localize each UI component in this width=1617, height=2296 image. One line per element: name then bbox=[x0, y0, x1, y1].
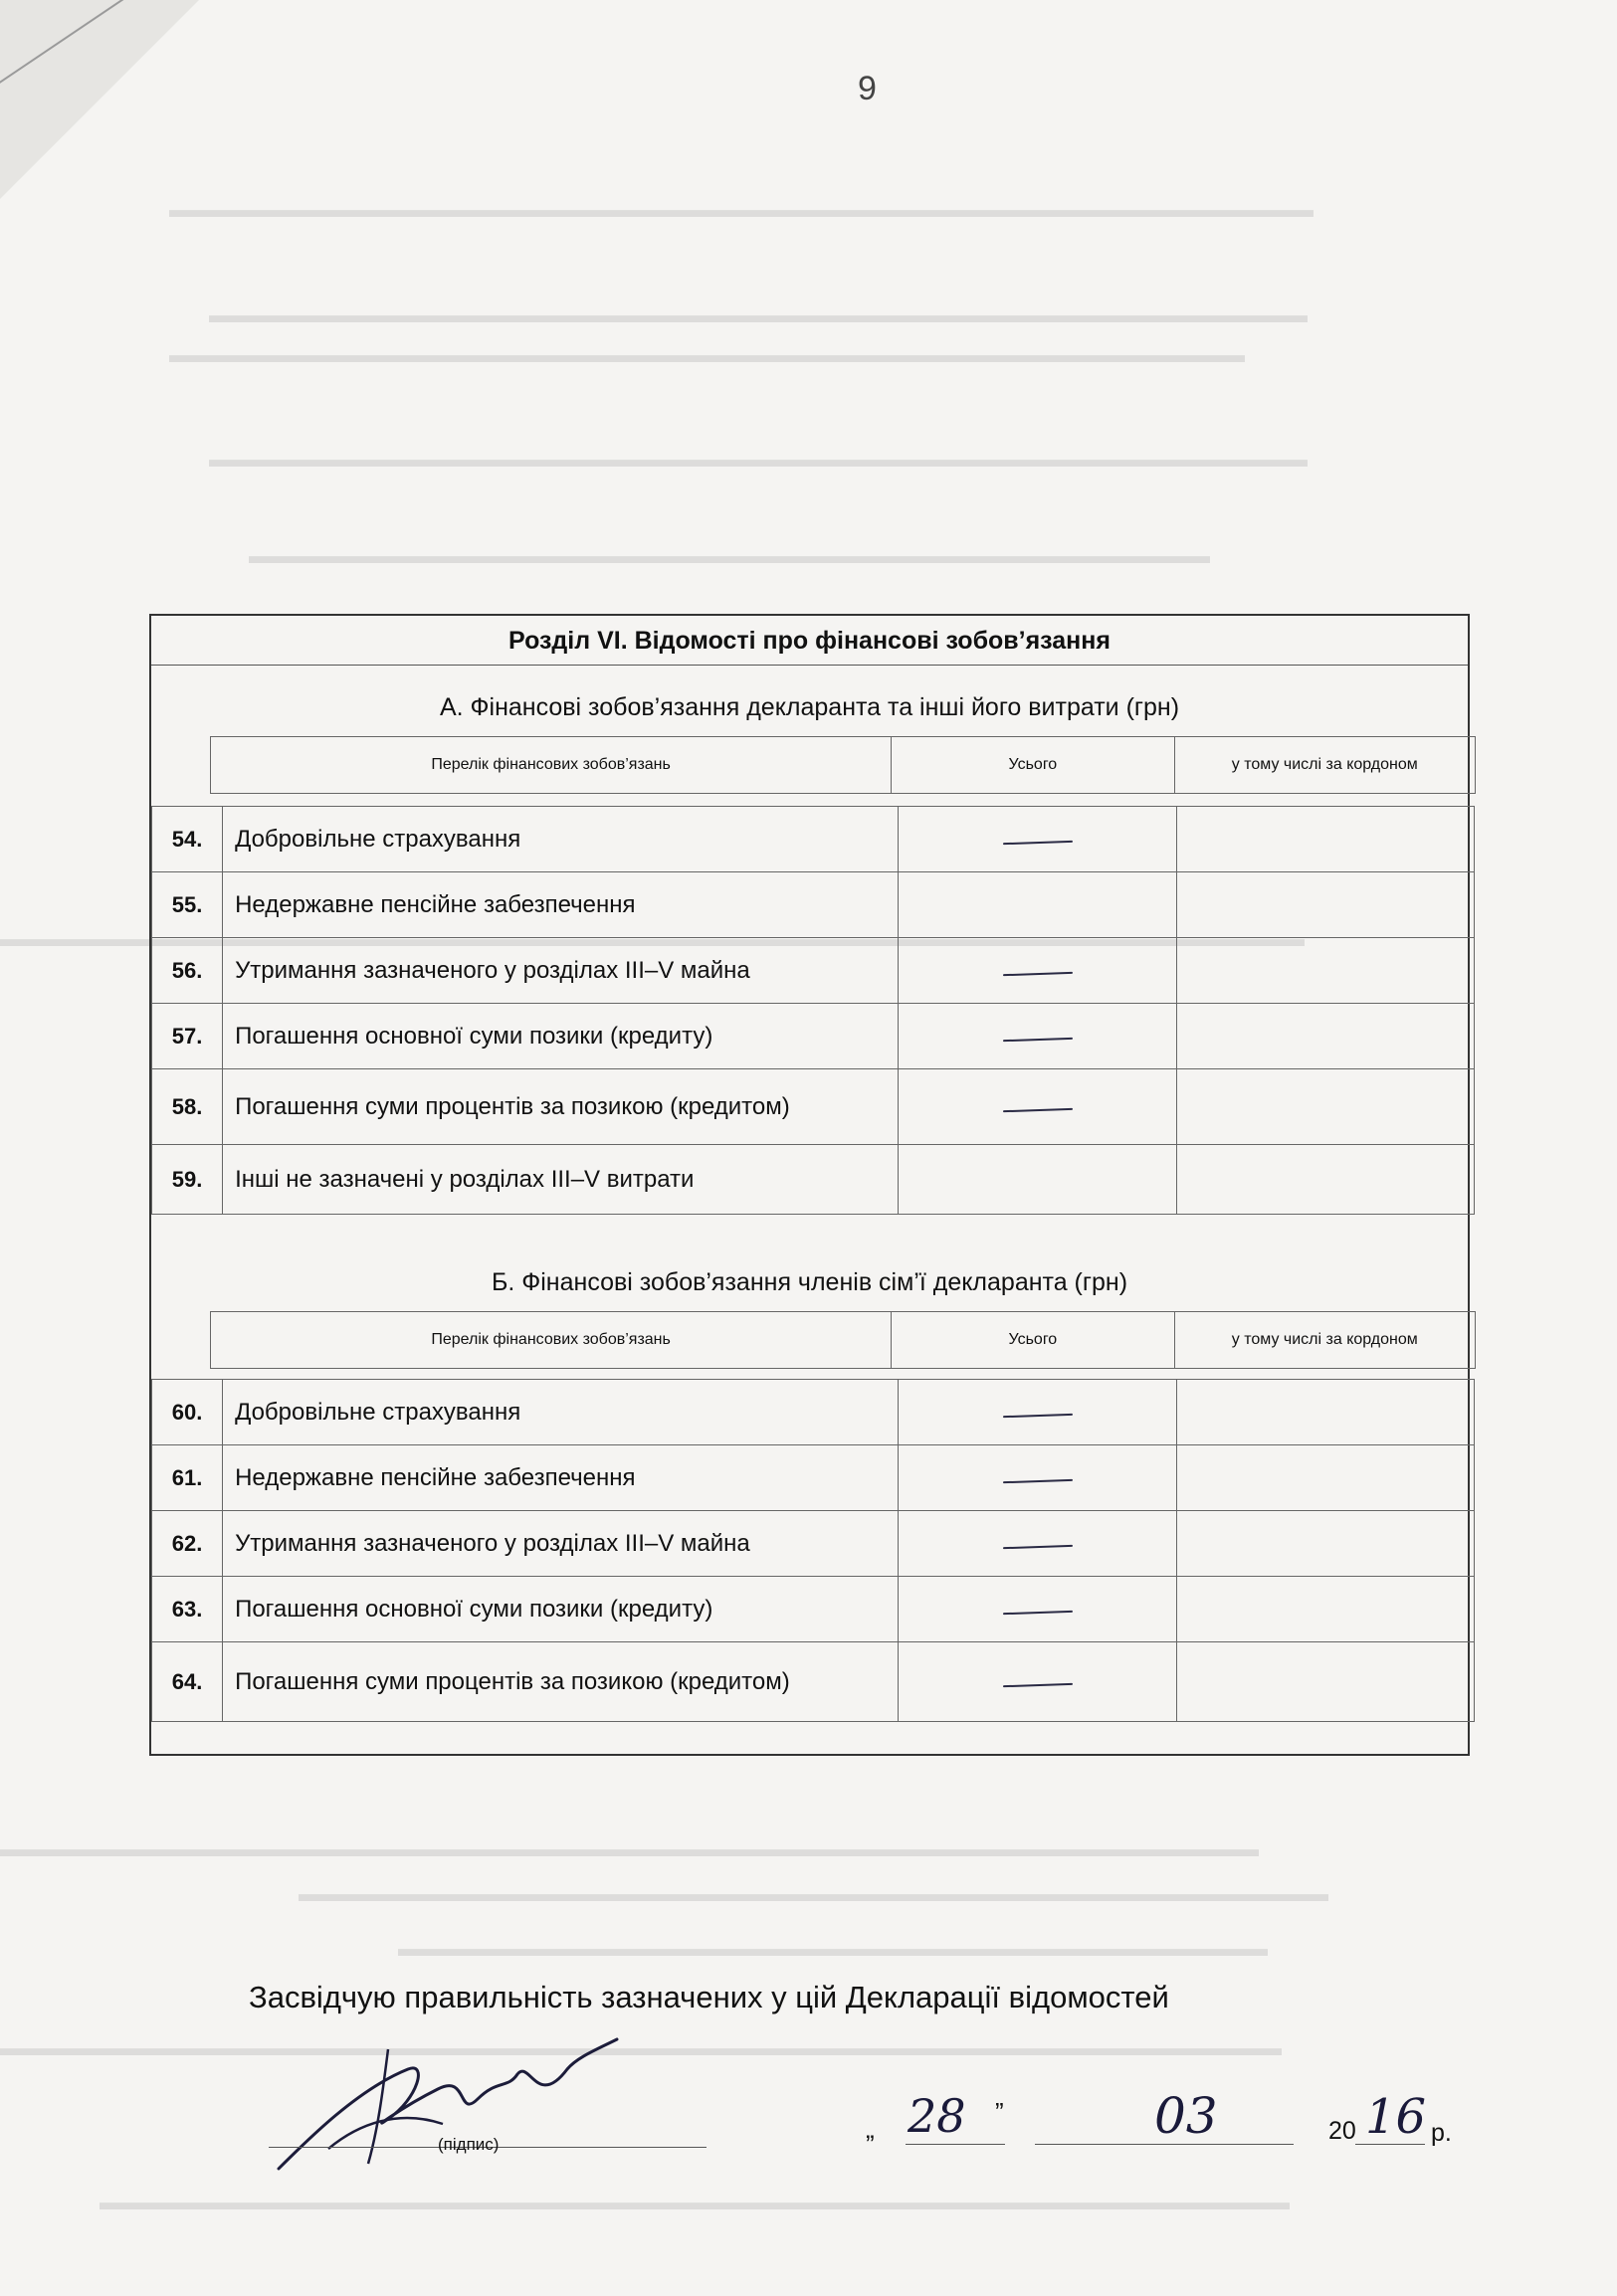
column-header: у тому числі за кордоном bbox=[1174, 737, 1475, 794]
bleed-through: ▬▬▬▬▬▬▬▬▬▬▬▬▬▬▬▬▬▬▬▬▬▬▬▬▬▬▬▬▬▬▬▬▬▬▬▬▬▬▬▬▬▬▬▬▬▬▬▬▬▬▬▬▬▬▬▬▬ bbox=[0, 925, 1305, 951]
row-label: Погашення основної суми позики (кредиту) bbox=[223, 1577, 899, 1642]
row-label: Погашення основної суми позики (кредиту) bbox=[223, 1004, 899, 1069]
date-close-quote: ” bbox=[995, 2097, 1004, 2127]
year-abbreviation: р. bbox=[1431, 2119, 1452, 2147]
table-row bbox=[152, 1145, 1475, 1215]
row-label: Утримання зазначеного у розділах III–V майна bbox=[223, 1511, 899, 1577]
bleed-through: ▬▬▬▬▬▬▬▬▬▬▬▬▬▬▬▬▬▬▬▬▬▬▬▬▬▬▬▬▬▬▬▬▬▬▬▬▬▬▬▬▬▬▬▬▬▬▬▬ bbox=[209, 301, 1308, 327]
row-abroad bbox=[1177, 1445, 1475, 1511]
dash-mark bbox=[1003, 1413, 1073, 1417]
page-corner-fold bbox=[0, 0, 199, 199]
table-row bbox=[152, 872, 1475, 938]
row-abroad bbox=[1177, 1380, 1475, 1445]
row-number: 57. bbox=[152, 1004, 223, 1069]
row-total bbox=[898, 1511, 1177, 1577]
part-a-heading bbox=[149, 693, 1470, 722]
bleed-through: ▬▬▬▬▬▬▬▬▬▬▬▬▬▬▬▬▬▬▬▬▬▬▬▬▬▬▬▬▬▬▬▬▬▬▬▬▬▬▬▬▬▬▬▬▬▬▬▬ bbox=[209, 446, 1308, 472]
section-title: Розділ VI. Відомості про фінансові зобов’язання bbox=[508, 627, 1111, 655]
table-row bbox=[152, 938, 1475, 1004]
bleed-through: ▬▬▬▬▬▬▬▬▬▬▬▬▬▬▬▬▬▬▬▬▬▬▬▬▬▬▬▬▬▬▬▬▬▬▬▬▬▬ bbox=[398, 1935, 1268, 1961]
row-number: 59. bbox=[152, 1145, 223, 1215]
row-abroad bbox=[1177, 1004, 1475, 1069]
dash-mark bbox=[1003, 1682, 1073, 1686]
table-row bbox=[152, 1445, 1475, 1511]
row-label: Інші не зазначені у розділах III–V витрати bbox=[223, 1145, 899, 1215]
dash-mark bbox=[1003, 971, 1073, 975]
row-number: 55. bbox=[152, 872, 223, 938]
column-header: у тому числі за кордоном bbox=[1174, 1312, 1475, 1369]
bleed-through: ▬▬▬▬▬▬▬▬▬▬▬▬▬▬▬▬▬▬▬▬▬▬▬▬▬▬▬▬▬▬▬▬▬▬▬▬▬▬▬▬▬▬▬▬▬▬▬▬▬▬▬▬ bbox=[100, 2189, 1290, 2214]
part-a-table bbox=[207, 736, 1476, 794]
row-total bbox=[898, 872, 1177, 938]
row-total bbox=[898, 1445, 1177, 1511]
bleed-through: ▬▬▬▬▬▬▬▬▬▬▬▬▬▬▬▬▬▬▬▬▬▬▬▬▬▬▬▬▬▬▬▬▬▬▬▬▬▬▬▬▬▬▬▬▬▬▬ bbox=[169, 341, 1245, 367]
bleed-through: ▬▬▬▬▬▬▬▬▬▬▬▬▬▬▬▬▬▬▬▬▬▬▬▬▬▬▬▬▬▬▬▬▬▬▬▬▬▬▬▬▬▬ bbox=[249, 542, 1210, 568]
bleed-through: ▬▬▬▬▬▬▬▬▬▬▬▬▬▬▬▬▬▬▬▬▬▬▬▬▬▬▬▬▬▬▬▬▬▬▬▬▬▬▬▬▬▬▬▬▬▬▬▬▬▬ bbox=[169, 196, 1314, 222]
row-abroad bbox=[1177, 1642, 1475, 1722]
row-total bbox=[898, 1577, 1177, 1642]
divider bbox=[151, 665, 1468, 666]
table-header-row bbox=[207, 737, 1476, 794]
part-b-heading: Б. Фінансові зобов’язання членів сім’ї декларанта (грн) bbox=[491, 1268, 1128, 1296]
date-year-prefix: 20 bbox=[1328, 2117, 1356, 2145]
row-number: 63. bbox=[152, 1577, 223, 1642]
certification-statement: Засвідчую правильність зазначених у цій Декларації відомостей bbox=[249, 1980, 1169, 2014]
dash-mark bbox=[1003, 1478, 1073, 1482]
row-abroad bbox=[1177, 1511, 1475, 1577]
row-number: 56. bbox=[152, 938, 223, 1004]
table-row bbox=[152, 1380, 1475, 1445]
part-a-heading-letter: А bbox=[439, 693, 457, 721]
date-year-suffix: 16 bbox=[1365, 2089, 1427, 2145]
date-month: 03 bbox=[1154, 2087, 1218, 2145]
table-row bbox=[152, 1577, 1475, 1642]
column-header: Усього bbox=[892, 1312, 1174, 1369]
row-abroad bbox=[1177, 872, 1475, 938]
row-total bbox=[898, 1069, 1177, 1145]
column-header: Перелік фінансових зобов’язань bbox=[211, 737, 892, 794]
table-row bbox=[152, 1642, 1475, 1722]
bleed-through: ▬▬▬▬▬▬▬▬▬▬▬▬▬▬▬▬▬▬▬▬▬▬▬▬▬▬▬▬▬▬▬▬▬▬▬▬▬▬▬▬▬▬▬▬▬ bbox=[299, 1880, 1328, 1906]
row-total bbox=[898, 938, 1177, 1004]
dash-mark bbox=[1003, 1544, 1073, 1548]
dash-mark bbox=[1003, 840, 1073, 844]
table-row bbox=[152, 1004, 1475, 1069]
handwritten-signature bbox=[269, 2029, 627, 2179]
date-day: 28 bbox=[908, 2089, 966, 2143]
part-b-rows bbox=[151, 1379, 1475, 1722]
table-row bbox=[152, 807, 1475, 872]
row-label: Добровільне страхування bbox=[223, 1380, 899, 1445]
row-number: 62. bbox=[152, 1511, 223, 1577]
row-number: 64. bbox=[152, 1642, 223, 1722]
date-year-line bbox=[1355, 2144, 1425, 2145]
row-total bbox=[898, 1145, 1177, 1215]
bleed-through: ▬▬▬▬▬▬▬▬▬▬▬▬▬▬▬▬▬▬▬▬▬▬▬▬▬▬▬▬▬▬▬▬▬▬▬▬▬▬▬▬▬▬▬▬▬▬▬▬▬▬▬▬▬▬▬▬ bbox=[0, 2034, 1282, 2060]
row-total bbox=[898, 807, 1177, 872]
bleed-through: ▬▬▬▬▬▬▬▬▬▬▬▬▬▬▬▬▬▬▬▬▬▬▬▬▬▬▬▬▬▬▬▬▬▬▬▬▬▬▬▬▬▬▬▬▬▬▬▬▬▬▬▬▬▬▬ bbox=[0, 1835, 1259, 1861]
row-total bbox=[898, 1004, 1177, 1069]
table-row bbox=[152, 1511, 1475, 1577]
row-label: Недержавне пенсійне забезпечення bbox=[223, 1445, 899, 1511]
row-number: 60. bbox=[152, 1380, 223, 1445]
row-number: 54. bbox=[152, 807, 223, 872]
column-header: Усього bbox=[892, 737, 1174, 794]
page-number: 9 bbox=[858, 70, 877, 107]
row-number: 61. bbox=[152, 1445, 223, 1511]
date-month-line bbox=[1035, 2144, 1294, 2145]
part-a-heading-text: . Фінансові зобов’язання декларанта та інші його витрати (грн) bbox=[456, 693, 1180, 721]
column-header: Перелік фінансових зобов’язань bbox=[211, 1312, 892, 1369]
row-label: Недержавне пенсійне забезпечення bbox=[223, 872, 899, 938]
part-a-rows bbox=[151, 806, 1475, 1215]
row-abroad bbox=[1177, 807, 1475, 872]
row-abroad bbox=[1177, 1145, 1475, 1215]
row-total bbox=[898, 1380, 1177, 1445]
table-row bbox=[152, 1069, 1475, 1145]
table-header-row bbox=[207, 1312, 1476, 1369]
row-label: Погашення суми процентів за позикою (кредитом) bbox=[223, 1642, 899, 1722]
row-abroad bbox=[1177, 938, 1475, 1004]
row-abroad bbox=[1177, 1069, 1475, 1145]
date-day-line bbox=[906, 2144, 1005, 2145]
row-number: 58. bbox=[152, 1069, 223, 1145]
row-total bbox=[898, 1642, 1177, 1722]
date-open-quote: „ bbox=[866, 2114, 875, 2144]
row-label: Погашення суми процентів за позикою (кредитом) bbox=[223, 1069, 899, 1145]
signature-caption: (підпис) bbox=[438, 2135, 500, 2154]
dash-mark bbox=[1003, 1107, 1073, 1111]
dash-mark bbox=[1003, 1610, 1073, 1614]
row-abroad bbox=[1177, 1577, 1475, 1642]
dash-mark bbox=[1003, 1037, 1073, 1041]
row-label: Добровільне страхування bbox=[223, 807, 899, 872]
row-label: Утримання зазначеного у розділах III–V майна bbox=[223, 938, 899, 1004]
part-b-table bbox=[207, 1311, 1476, 1369]
